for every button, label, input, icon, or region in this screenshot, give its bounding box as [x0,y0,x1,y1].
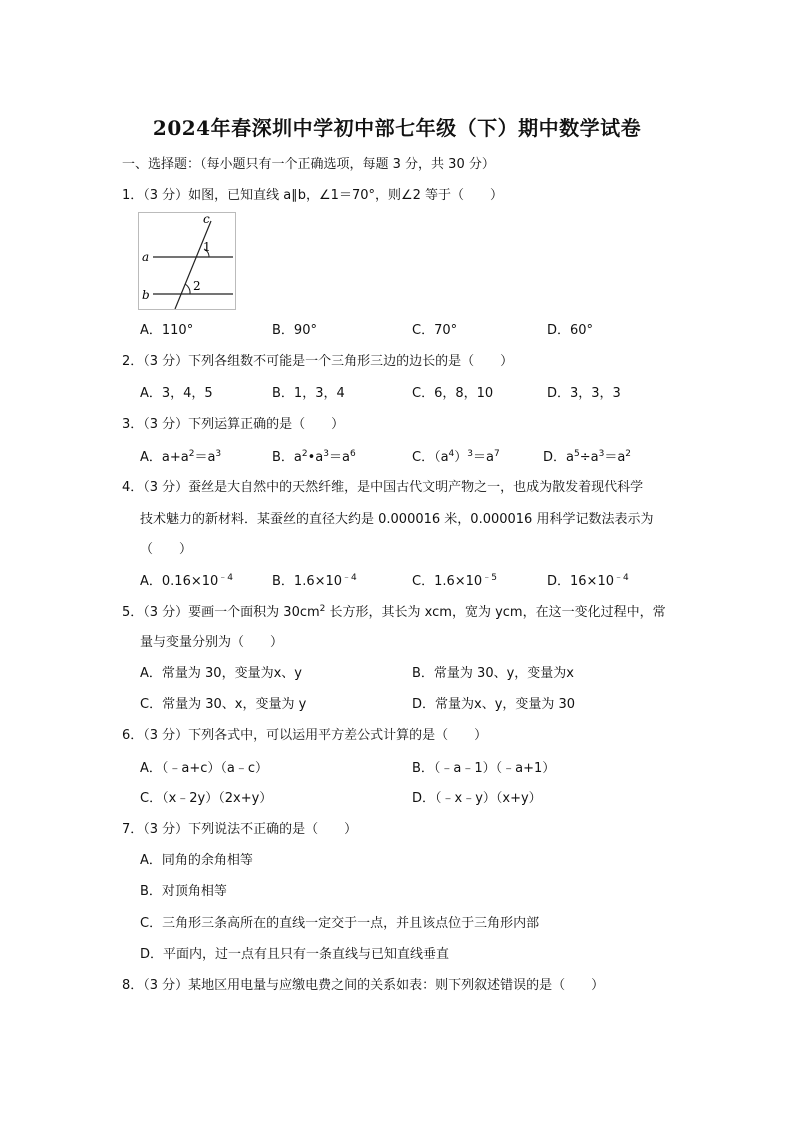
q2-option-a: A．3，4，5 [140,386,213,401]
q1-option-c: C．70° [412,323,458,338]
q6-option-b: B．（﹣a﹣1）（﹣a+1） [412,761,556,776]
q2-option-d: D．3，3，3 [547,386,621,401]
q4-option-d: D．$16\times 10^{﹣4}$ [547,573,629,589]
q7-option-a: A．同角的余角相等 [140,853,253,868]
question-7-stem: 7．（3 分）下列说法不正确的是（ ） [122,822,358,837]
q4-option-c: C．$1.6\times 10^{﹣5}$ [412,573,497,589]
q5-option-a: A．常量为 30，变量为x、y [140,666,302,681]
question-2-stem: 2．（3 分）下列各组数不可能是一个三角形三边的边长的是（ ） [122,354,514,369]
question-4-line-3: （ ） [140,542,193,557]
q3-option-a: A．$a+a^2=a^3$ [140,449,222,465]
q1-option-d: D．60° [547,323,594,338]
q7-option-d: D．平面内，过一点有且只有一条直线与已知直线垂直 [140,947,450,962]
question-4-line-1: 4．（3 分）蚕丝是大自然中的天然纤维，是中国古代文明产物之一，也成为散发着现代科学 [122,480,644,495]
q1-option-b: B．90° [272,323,317,338]
q4-option-b: B．$1.6\times 10^{﹣4}$ [272,573,357,589]
parallel-lines-figure [138,212,236,310]
question-4-line-2: 技术魅力的新材料．某蚕丝的直径大约是 0.000016 米，0.000016 用科学记数法表示为 [140,512,654,527]
q7-option-b: B．对顶角相等 [140,884,227,899]
q5-option-d: D．常量为x、y，变量为 30 [412,697,576,712]
question-8-stem: 8．（3 分）某地区用电量与应缴电费之间的关系如表：则下列叙述错误的是（ ） [122,978,605,993]
question-5-line-2: 量与变量分别为（ ） [140,635,284,650]
q7-option-c: C．三角形三条高所在的直线一定交于一点，并且该点位于三角形内部 [140,916,540,931]
label-b: b [142,288,150,302]
q3-option-d: D．$a^5\div a^3=a^2$ [543,449,632,465]
q6-option-c: C．（x﹣2y）（2x+y） [140,791,273,806]
parallel-lines-diagram [139,213,235,309]
q4-option-a: A．$0.16\times 10^{﹣4}$ [140,573,234,589]
label-a: a [142,250,150,264]
question-1-stem: 1．（3 分）如图，已知直线 a∥b，∠1＝70°，则∠2 等于（ ） [122,188,504,203]
q6-option-d: D．（﹣x﹣y）（x+y） [412,791,542,806]
question-6-stem: 6．（3 分）下列各式中，可以运用平方差公式计算的是（ ） [122,728,488,743]
q1-option-a: A．110° [140,323,194,338]
q5-option-b: B．常量为 30、y，变量为x [412,666,574,681]
line-c [175,221,211,309]
q3-option-b: B．$a^2•a^3=a^6$ [272,449,356,465]
label-c: c [203,213,210,226]
page-title: 2024年春深圳中学初中部七年级（下）期中数学试卷 [152,116,642,140]
angle-2-arc [185,284,190,294]
question-3-stem: 3．（3 分）下列运算正确的是（ ） [122,417,345,432]
q6-option-a: A．（﹣a+c）（a﹣c） [140,761,269,776]
question-5-line-1: 5．（3 分）要画一个面积为 $30cm^2$ 长方形，其长为 xcm，宽为 ycm，在这一变化过程中，常 [122,604,666,620]
label-angle-1: 1 [203,240,211,254]
q3-option-c: C．$(a^4)^3=a^7$ [412,449,500,465]
q2-option-b: B．1，3，4 [272,386,345,401]
label-angle-2: 2 [193,279,201,293]
q2-option-c: C．6，8，10 [412,386,494,401]
section-heading: 一、选择题：（每小题只有一个正确选项，每题 3 分，共 30 分） [122,157,495,172]
q5-option-c: C．常量为 30、x，变量为 y [140,697,307,712]
